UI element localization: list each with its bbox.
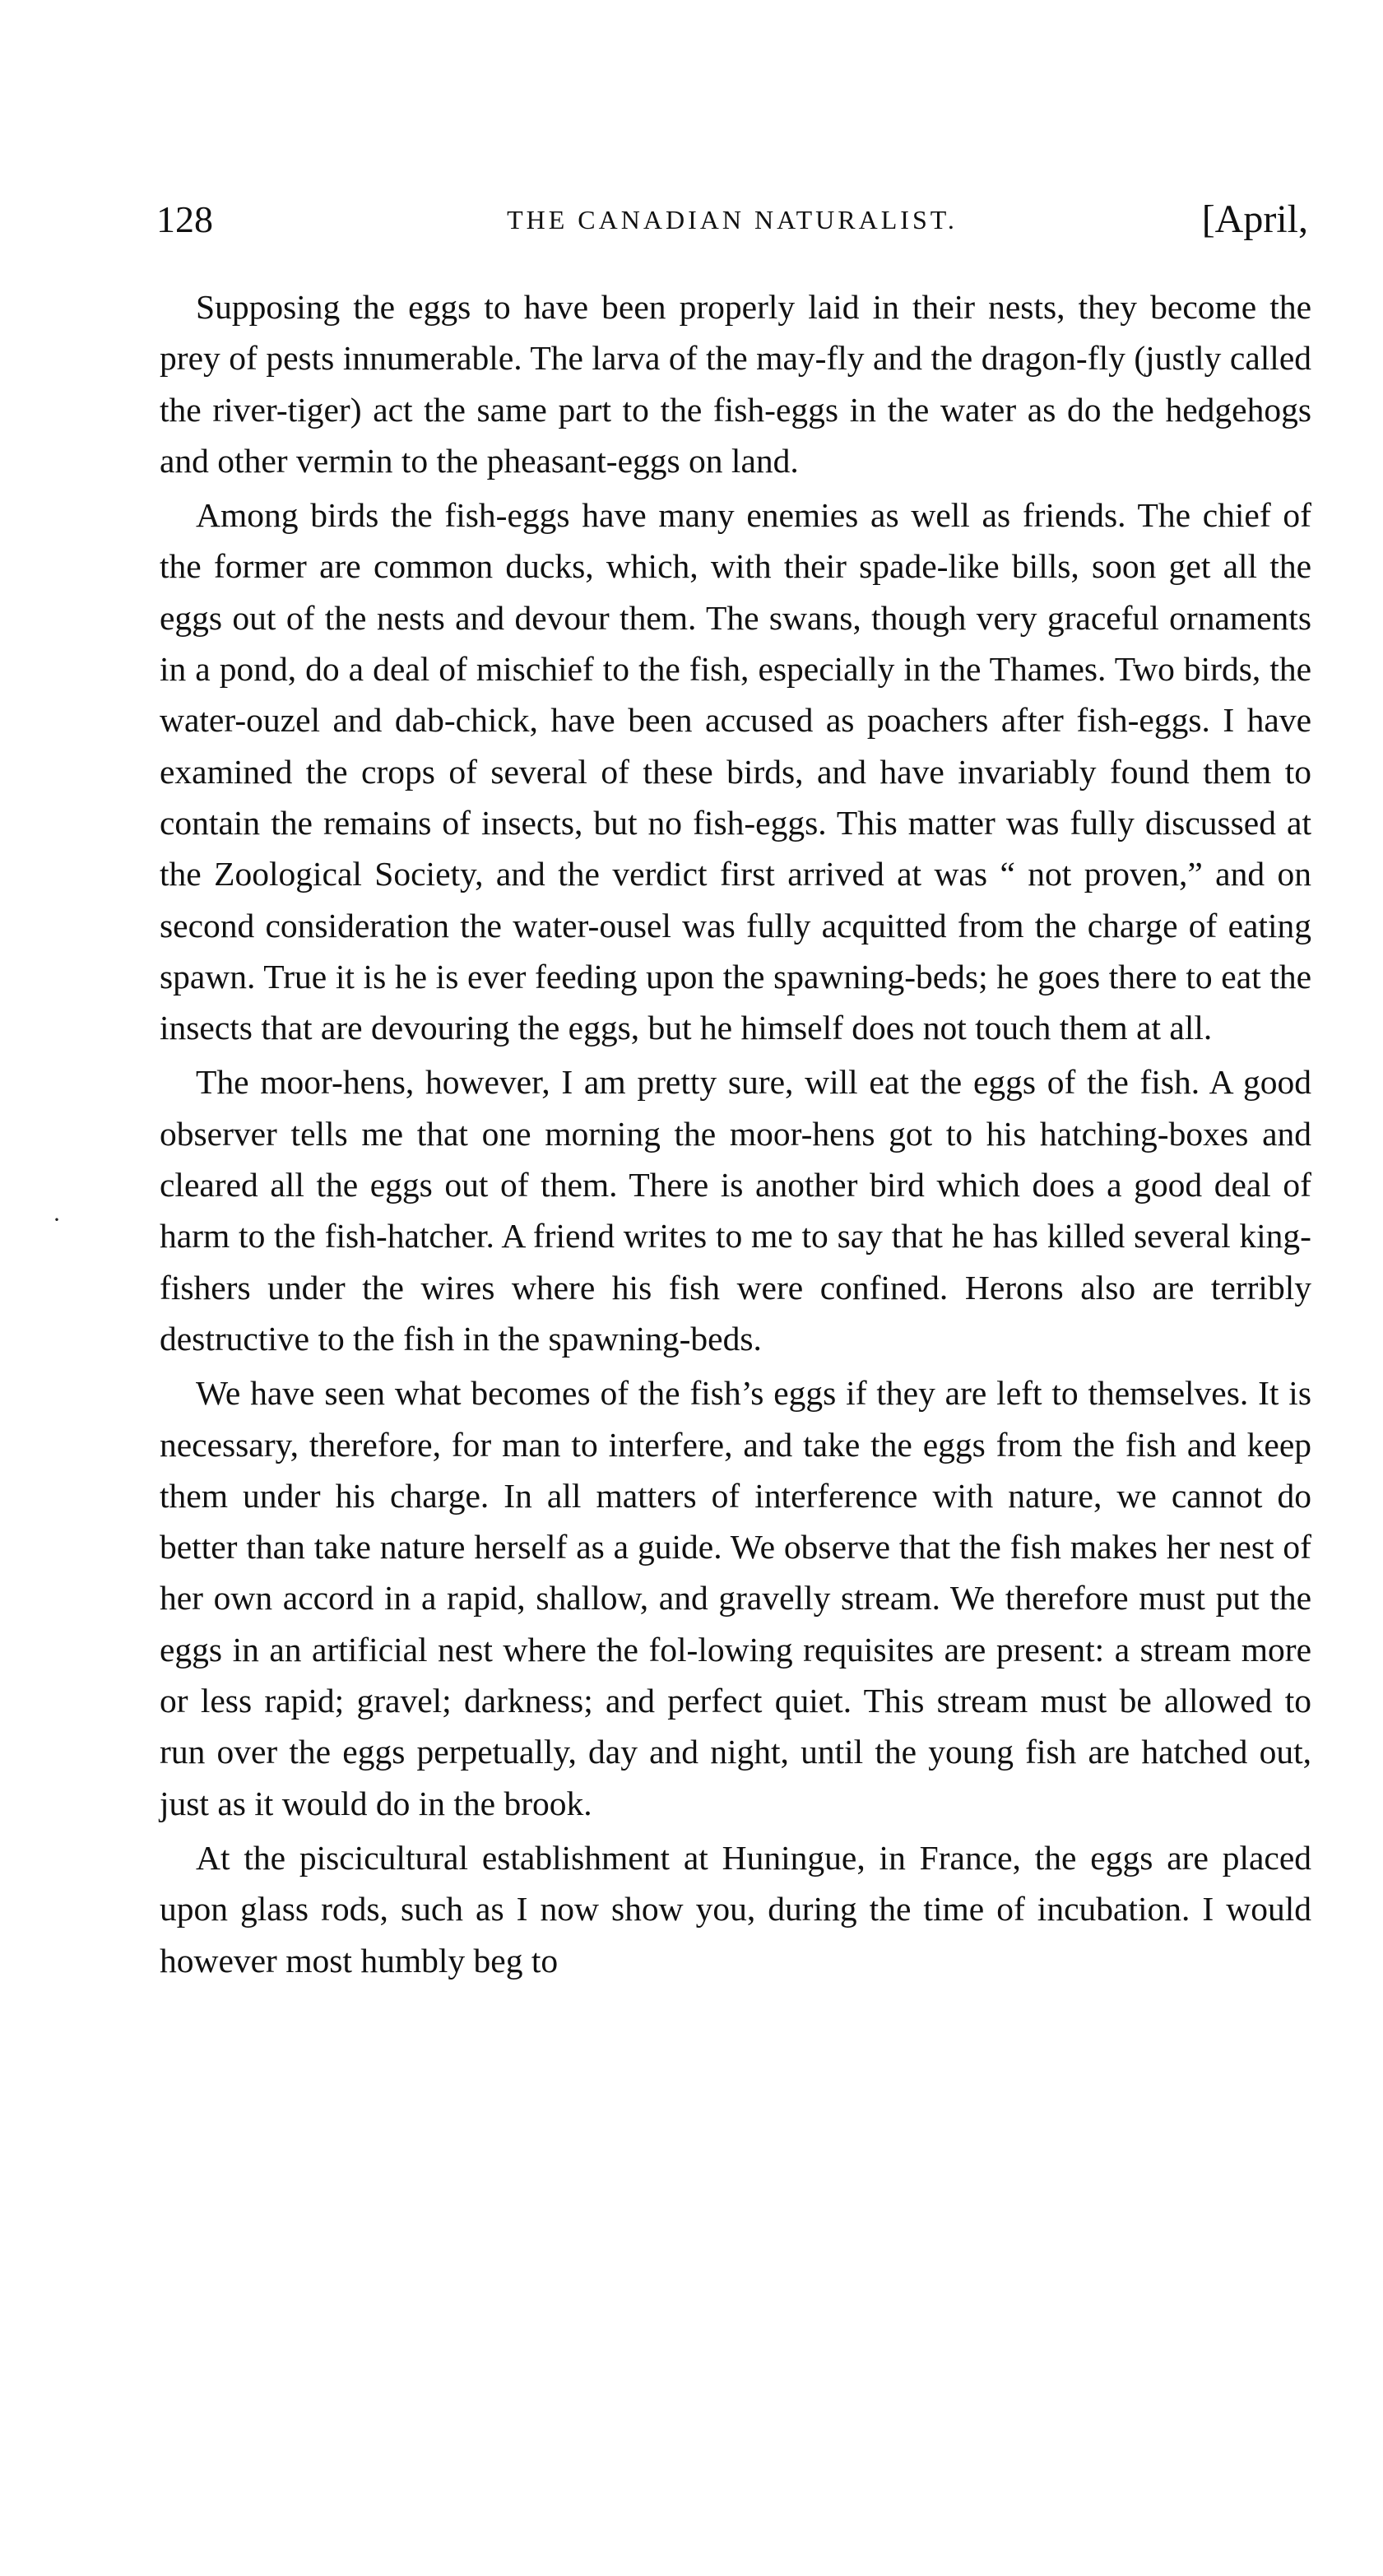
running-head	[156, 191, 1308, 248]
paragraph-4: We have seen what becomes of the fish’s eggs if they are left to themselves. It is necessary, therefore, for man to interfere, and take the eggs from the fish and keep them under his charge. In all matters of interference with nature, we cannot do better than take nature herself as a guide. We observe that the fish makes her nest of her own accord in a rapid, shallow, and gravelly stream. We therefore must put the eggs in an artificial nest where the fol-lowing requisites are present: a stream more or less rapid; gravel; darkness; and perfect quiet. This stream must be allowed to run over the eggs perpetually, day and night, until the young fish are hatched out, just as it would do in the brook.	[160, 1374, 1311, 1822]
page-number: 128	[156, 198, 213, 240]
issue-month: [April,	[1201, 197, 1308, 241]
body-text	[160, 281, 1311, 1986]
paragraph-5: At the piscicultural establishment at Huningue, in France, the eggs are placed upon glass rods, such as I now show you, during the time of incubation. I would however most humbly beg to	[160, 1838, 1311, 1980]
journal-title: THE CANADIAN NATURALIST.	[507, 205, 958, 234]
paragraph-2: Among birds the fish-eggs have many enemies as well as friends. The chief of the former are common ducks, which, with their spade-like bills, soon get all the eggs out of the nests and devour them. The swans, though very graceful ornaments in a pond, do a deal of mischief to the fish, especially in the Thames. Two birds, the water-ouzel and dab-chick, have been accused as poachers after fish-eggs. I have examined the crops of several of these birds, and have invariably found them to contain the remains of insects, but no fish-eggs. This matter was fully discussed at the Zoological Society, and the verdict first arrived at was “ not proven,” and on second consideration the water-ousel was fully acquitted from the charge of eating spawn. True it is he is ever feeding upon the spawning-beds; he goes there to eat the insects that are devouring the eggs, but he himself does not touch them at all.	[160, 496, 1311, 1047]
paragraph-1: Supposing the eggs to have been properly laid in their nests, they become the prey of pests innumerable. The larva of the may-fly and the dragon-fly (justly called the river-tiger) act the same part to the fish-eggs in the water as do the hedgehogs and other vermin to the pheasant-eggs on land.	[160, 288, 1311, 480]
paragraph-3: The moor-hens, however, I am pretty sure, will eat the eggs of the fish. A good observer tells me that one morning the moor-hens got to his hatching-boxes and cleared all the eggs out of them. There is another bird which does a good deal of harm to the fish-hatcher. A friend writes to me to say that he has killed several king-fishers under the wires where his fish were confined. Herons also are terribly destructive to the fish in the spawning-beds.	[160, 1063, 1311, 1358]
margin-mark: ·	[53, 1206, 61, 1233]
